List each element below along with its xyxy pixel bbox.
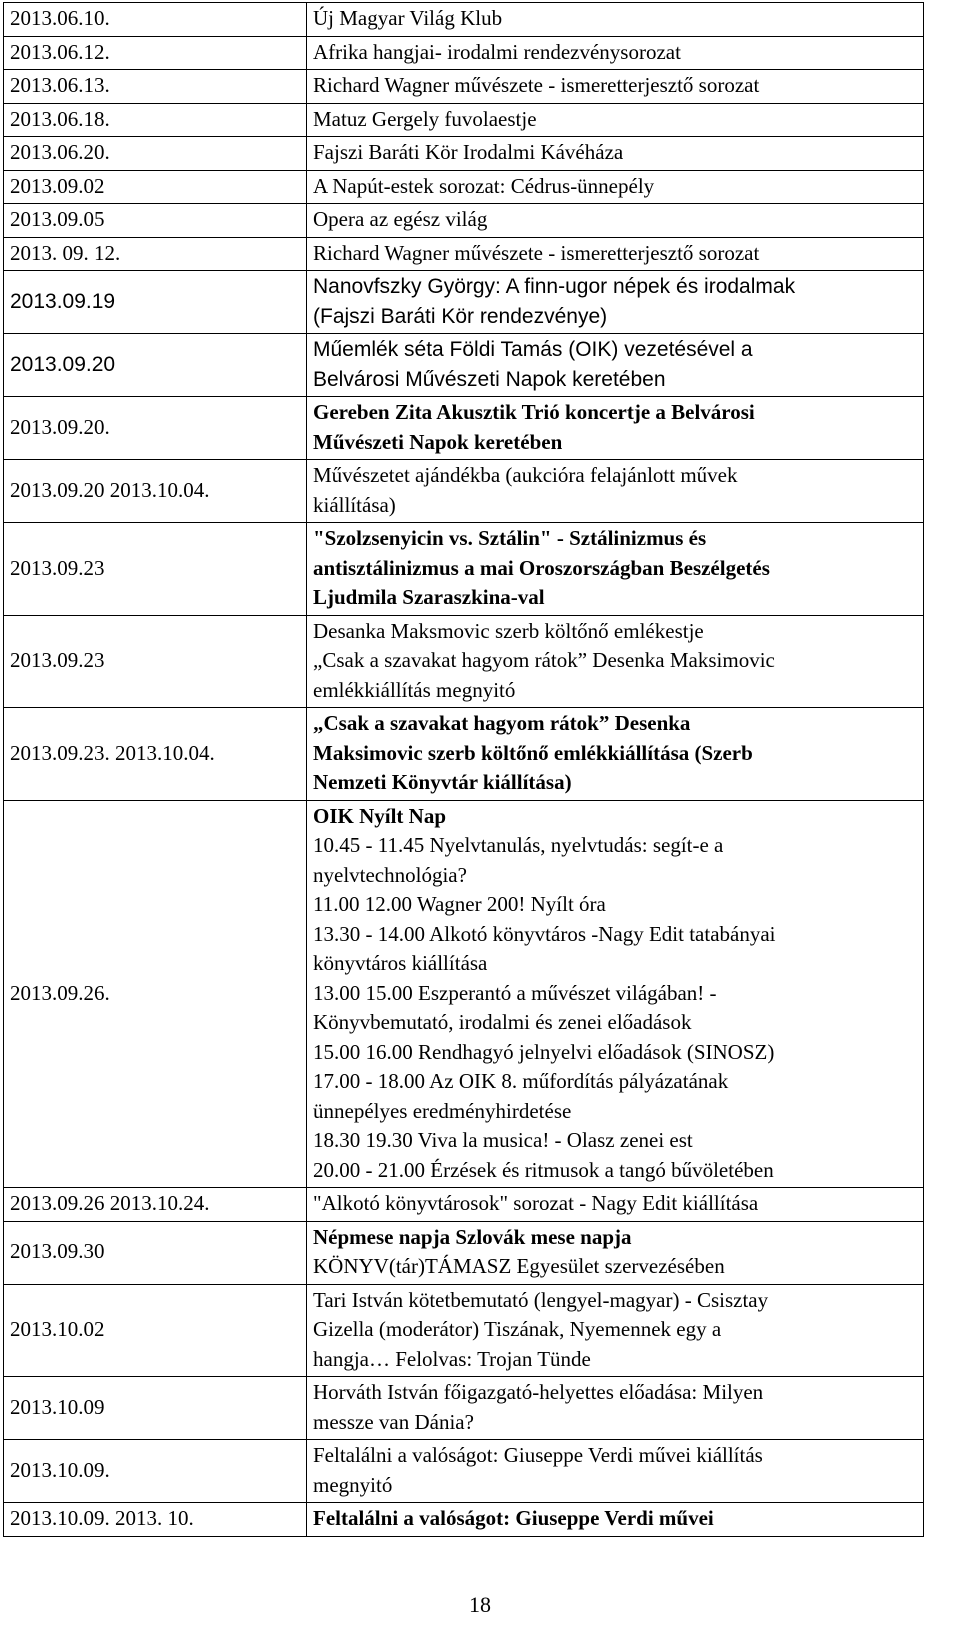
event-description-line: A Napút-estek sorozat: Cédrus-ünnepély bbox=[313, 173, 655, 198]
event-date: 2013.06.10. bbox=[4, 3, 307, 37]
event-row bbox=[4, 204, 924, 238]
event-row bbox=[4, 523, 924, 616]
event-row bbox=[4, 1284, 924, 1377]
event-date: 2013.06.13. bbox=[4, 70, 307, 104]
events-table bbox=[3, 2, 924, 1537]
event-description-line: "Szolzsenyicin vs. Sztálin" - Sztálinizmus és bbox=[313, 526, 707, 550]
event-row bbox=[4, 237, 924, 271]
event-description bbox=[307, 103, 924, 137]
event-date: 2013.09.30 bbox=[4, 1221, 307, 1284]
event-description-line: 10.45 - 11.45 Nyelvtanulás, nyelvtudás: segít-e a bbox=[313, 833, 724, 857]
event-row bbox=[4, 615, 924, 708]
event-date: 2013. 09. 12. bbox=[4, 237, 307, 271]
event-description-line: ünnepélyes eredményhirdetése bbox=[313, 1098, 572, 1123]
event-description bbox=[307, 1284, 924, 1377]
event-description-line: messze van Dánia? bbox=[313, 1409, 474, 1434]
event-description-line: Fajszi Baráti Kör Irodalmi Kávéháza bbox=[313, 140, 624, 164]
event-description-line: megnyitó bbox=[313, 1472, 393, 1497]
event-description-line: könyvtáros kiállítása bbox=[313, 951, 488, 975]
event-date: 2013.09.05 bbox=[4, 204, 307, 238]
event-description bbox=[307, 1377, 924, 1440]
event-description bbox=[307, 3, 924, 37]
event-description bbox=[307, 334, 924, 397]
event-description bbox=[307, 1440, 924, 1503]
event-date: 2013.06.20. bbox=[4, 137, 307, 171]
event-date: 2013.09.23 bbox=[4, 523, 307, 616]
event-date: 2013.10.02 bbox=[4, 1284, 307, 1377]
event-description-line: "Alkotó könyvtárosok" sorozat - Nagy Edit kiállítása bbox=[313, 1191, 759, 1215]
event-description-line: Belvárosi Művészeti Napok keretében bbox=[313, 367, 666, 391]
event-description-line: Könyvbemutató, irodalmi és zenei előadások bbox=[313, 1010, 692, 1034]
event-description-line: hangja… Felolvas: Trojan Tünde bbox=[313, 1346, 591, 1371]
event-description bbox=[307, 397, 924, 460]
event-description-line: Feltalálni a valóságot: Giuseppe Verdi művei kiállítás bbox=[313, 1443, 763, 1467]
event-row bbox=[4, 1221, 924, 1284]
event-description-line: Richard Wagner művészete - ismeretterjesztő sorozat bbox=[313, 73, 760, 97]
event-description-line: Tari István kötetbemutató (lengyel-magyar) - Csisztay bbox=[313, 1287, 769, 1312]
event-row bbox=[4, 1440, 924, 1503]
event-description-line: Új Magyar Világ Klub bbox=[313, 6, 503, 30]
event-description bbox=[307, 204, 924, 238]
event-description-line: 17.00 - 18.00 Az OIK 8. műfordítás pályázatának bbox=[313, 1069, 729, 1093]
event-description-line: Népmese napja Szlovák mese napja bbox=[313, 1224, 632, 1249]
event-description-line: 20.00 - 21.00 Érzések és ritmusok a tangó bűvöletében bbox=[313, 1157, 774, 1182]
event-date: 2013.09.20. bbox=[4, 397, 307, 460]
event-description bbox=[307, 237, 924, 271]
event-description-line: Afrika hangjai- irodalmi rendezvénysorozat bbox=[313, 39, 681, 64]
event-date: 2013.09.20 bbox=[4, 334, 307, 397]
event-description-line: (Fajszi Baráti Kör rendezvénye) bbox=[313, 304, 608, 328]
event-description-line: nyelvtechnológia? bbox=[313, 862, 467, 887]
event-description bbox=[307, 1503, 924, 1537]
event-row bbox=[4, 3, 924, 37]
event-row bbox=[4, 800, 924, 1188]
event-date: 2013.09.26. bbox=[4, 800, 307, 1188]
event-description-line: Matuz Gergely fuvolaestje bbox=[313, 106, 537, 131]
event-row bbox=[4, 1503, 924, 1537]
event-date: 2013.06.18. bbox=[4, 103, 307, 137]
event-description-line: 15.00 16.00 Rendhagyó jelnyelvi előadások (SINOSZ) bbox=[313, 1039, 775, 1064]
event-description-line: OIK Nyílt Nap bbox=[313, 803, 447, 828]
event-description bbox=[307, 70, 924, 104]
event-description-line: „Csak a szavakat hagyom rátok” Desenka Maksimovic bbox=[313, 648, 775, 672]
event-row bbox=[4, 1377, 924, 1440]
page-number: 18 bbox=[469, 1592, 491, 1617]
event-description-line: KÖNYV(tár)TÁMASZ Egyesület szervezésében bbox=[313, 1254, 725, 1278]
event-description bbox=[307, 708, 924, 801]
event-description-line: Maksimovic szerb költőnő emlékkiállítása (Szerb bbox=[313, 740, 753, 765]
event-description bbox=[307, 460, 924, 523]
event-date: 2013.06.12. bbox=[4, 36, 307, 70]
event-description-line: Feltalálni a valóságot: Giuseppe Verdi művei bbox=[313, 1506, 714, 1530]
event-description bbox=[307, 170, 924, 204]
event-description bbox=[307, 137, 924, 171]
event-description-line: 18.30 19.30 Viva la musica! - Olasz zenei est bbox=[313, 1128, 693, 1152]
events-table-body bbox=[4, 3, 924, 1537]
event-description-line: Opera az egész világ bbox=[313, 207, 488, 231]
event-row bbox=[4, 170, 924, 204]
event-description-line: emlékkiállítás megnyitó bbox=[313, 677, 516, 702]
event-description bbox=[307, 36, 924, 70]
event-row bbox=[4, 708, 924, 801]
event-description-line: 13.00 15.00 Eszperantó a művészet világában! - bbox=[313, 980, 717, 1005]
event-description bbox=[307, 615, 924, 708]
event-date: 2013.10.09 bbox=[4, 1377, 307, 1440]
event-row bbox=[4, 36, 924, 70]
event-date: 2013.09.20 2013.10.04. bbox=[4, 460, 307, 523]
event-date: 2013.09.19 bbox=[4, 271, 307, 334]
event-description-line: Művészetet ajándékba (aukcióra felajánlott művek bbox=[313, 463, 738, 487]
event-row bbox=[4, 137, 924, 171]
event-description-line: Műemlék séta Földi Tamás (OIK) vezetésével a bbox=[313, 338, 753, 361]
event-description-line: Horváth István főigazgató-helyettes előadása: Milyen bbox=[313, 1380, 764, 1404]
event-description bbox=[307, 1221, 924, 1284]
event-row bbox=[4, 103, 924, 137]
event-description-line: Richard Wagner művészete - ismeretterjesztő sorozat bbox=[313, 240, 760, 265]
event-date: 2013.10.09. 2013. 10. bbox=[4, 1503, 307, 1537]
event-row bbox=[4, 1188, 924, 1222]
event-row bbox=[4, 334, 924, 397]
event-description bbox=[307, 271, 924, 334]
event-date: 2013.09.26 2013.10.24. bbox=[4, 1188, 307, 1222]
event-row bbox=[4, 70, 924, 104]
event-date: 2013.09.02 bbox=[4, 170, 307, 204]
event-row bbox=[4, 460, 924, 523]
event-description-line: kiállítása) bbox=[313, 492, 396, 517]
event-description-line: Nemzeti Könyvtár kiállítása) bbox=[313, 770, 572, 794]
event-description-line: antisztálinizmus a mai Oroszországban Beszélgetés bbox=[313, 555, 770, 580]
event-description bbox=[307, 800, 924, 1188]
event-date: 2013.10.09. bbox=[4, 1440, 307, 1503]
event-description-line: Nanovfszky György: A finn-ugor népek és irodalmak bbox=[313, 275, 796, 298]
event-description-line: 11.00 12.00 Wagner 200! Nyílt óra bbox=[313, 892, 606, 916]
event-description-line: Gereben Zita Akusztik Trió koncertje a Belvárosi bbox=[313, 400, 755, 424]
event-row bbox=[4, 397, 924, 460]
event-description-line: Ljudmila Szaraszkina-val bbox=[313, 585, 545, 609]
event-description-line: „Csak a szavakat hagyom rátok” Desenka bbox=[313, 711, 691, 735]
event-description-line: 13.30 - 14.00 Alkotó könyvtáros -Nagy Edit tatabányai bbox=[313, 921, 776, 946]
event-description-line: Művészeti Napok keretében bbox=[313, 429, 563, 454]
event-description bbox=[307, 1188, 924, 1222]
event-row bbox=[4, 271, 924, 334]
event-description-line: Desanka Maksmovic szerb költőnő emlékestje bbox=[313, 618, 704, 643]
event-date: 2013.09.23 bbox=[4, 615, 307, 708]
event-date: 2013.09.23. 2013.10.04. bbox=[4, 708, 307, 801]
event-description-line: Gizella (moderátor) Tiszának, Nyemennek egy a bbox=[313, 1317, 722, 1341]
event-description bbox=[307, 523, 924, 616]
